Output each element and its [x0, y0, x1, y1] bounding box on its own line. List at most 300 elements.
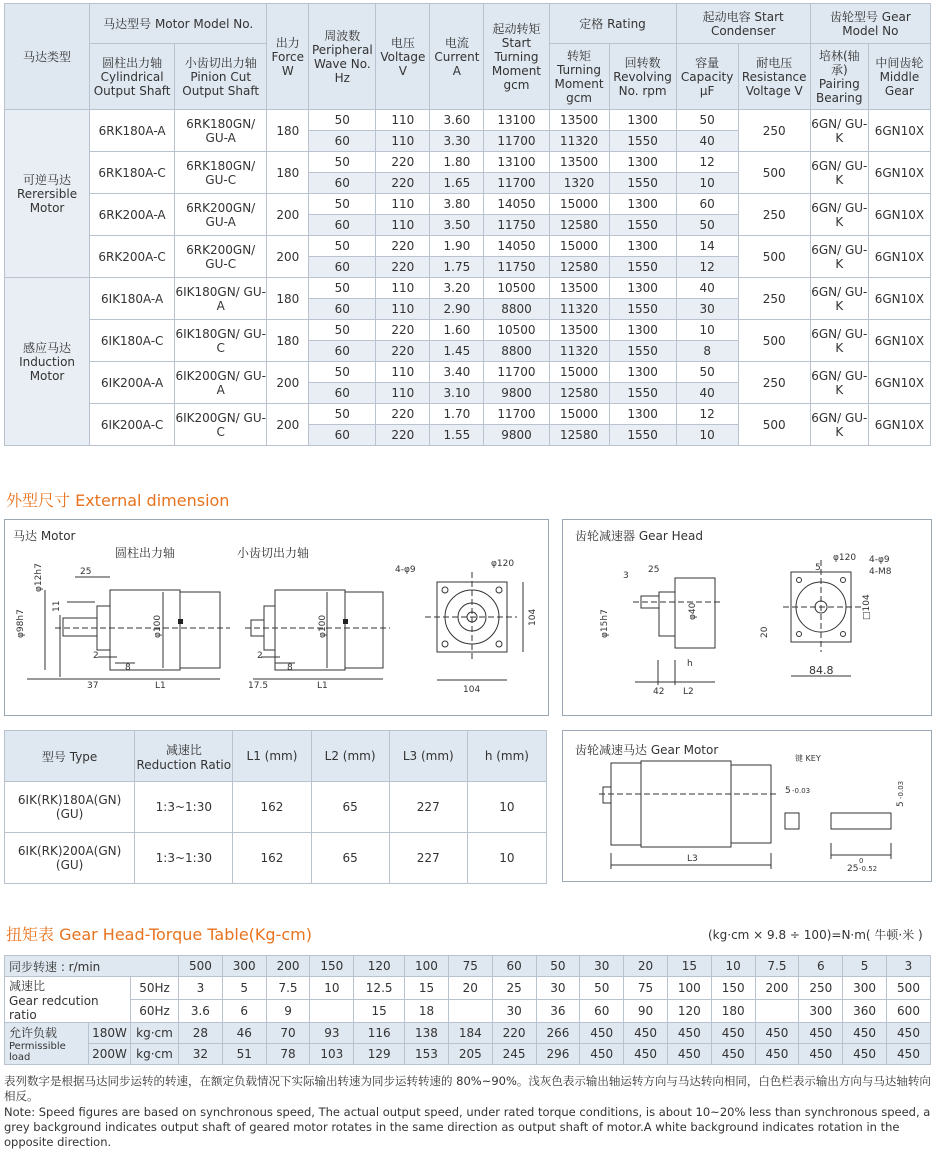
force-cell: 180 — [267, 110, 309, 152]
hdr-revolving: 回转数 Revolving No. rpm — [609, 44, 676, 110]
pairing-bearing-cell: 6GN/ GU-K — [810, 110, 868, 152]
ratio-label-cn: 减速比 — [9, 979, 46, 993]
dim-8: 8 — [125, 663, 131, 673]
torque-value-cell: 46 — [222, 1023, 266, 1044]
cylindrical-model-cell: 6RK200A-C — [90, 236, 175, 278]
torque-value-cell: 32 — [179, 1044, 223, 1065]
gh-dim-42: 42 — [653, 687, 665, 697]
resistance-cell: 250 — [738, 110, 810, 152]
torque-value-cell: 450 — [843, 1023, 887, 1044]
torque-value-cell: 6 — [222, 1000, 266, 1023]
gearhead-box-label: 齿轮减速器 Gear Head — [575, 529, 703, 543]
torque-value-cell — [755, 1000, 799, 1023]
middle-gear-cell: 6GN10X — [868, 194, 930, 236]
spec-value-cell: 12 — [676, 257, 738, 278]
pinion-model-cell: 6IK200GN/ GU-C — [175, 404, 267, 446]
spec-value-cell: 220 — [376, 341, 430, 362]
pairing-bearing-cell: 6GN/ GU-K — [810, 194, 868, 236]
torque-row — [5, 1000, 931, 1023]
torque-value-cell: 100 — [667, 977, 711, 1000]
dim-table-header-cell: 减速比 Reduction Ratio — [135, 731, 233, 782]
gm-dim-l3: L3 — [687, 854, 698, 864]
torque-value-cell: 9 — [266, 1000, 310, 1023]
spec-value-cell: 9800 — [484, 383, 549, 404]
spec-value-cell: 110 — [376, 215, 430, 236]
torque-value-cell: 600 — [887, 1000, 931, 1023]
torque-value-cell: 450 — [887, 1023, 931, 1044]
spec-row — [5, 362, 931, 383]
hdr-motor-model: 马达型号 Motor Model No. — [90, 4, 267, 44]
dim-104-h: 104 — [463, 685, 481, 695]
spec-value-cell: 14050 — [484, 236, 549, 257]
dim-phi120: φ120 — [491, 559, 515, 569]
dim-table-header-cell: h (mm) — [467, 731, 546, 782]
cylindrical-model-cell: 6IK180A-C — [90, 320, 175, 362]
cylindrical-model-cell: 6IK180A-A — [90, 278, 175, 320]
spec-value-cell: 60 — [309, 341, 376, 362]
spec-value-cell: 14050 — [484, 194, 549, 215]
torque-row — [5, 977, 931, 1000]
spec-value-cell: 60 — [309, 215, 376, 236]
spec-value-cell: 10500 — [484, 320, 549, 341]
spec-row — [5, 236, 931, 257]
gm-tol-25: 25 — [847, 864, 859, 874]
note-cn: 表列数字是根据马达同步运转的转速，在额定负载情况下实际输出转速为同步运转转速的 80%~90%。浅灰色表示输出轴运转方向与马达转向相同，白色栏表示输出方向与马达轴转向相反。 — [4, 1074, 931, 1103]
spec-value-cell: 14 — [676, 236, 738, 257]
resistance-cell: 250 — [738, 362, 810, 404]
torque-value-cell: 103 — [310, 1044, 354, 1065]
spec-row — [5, 320, 931, 341]
dim-table-cell: 1:3~1:30 — [135, 782, 233, 833]
spec-value-cell: 220 — [376, 257, 430, 278]
middle-gear-cell: 6GN10X — [868, 152, 930, 194]
torque-value-cell: 100 — [405, 956, 449, 977]
torque-value-cell: 150 — [711, 977, 755, 1000]
torque-value-cell: 500 — [179, 956, 223, 977]
spec-value-cell: 13500 — [549, 320, 609, 341]
spec-value-cell: 13500 — [549, 110, 609, 131]
spec-value-cell: 12 — [676, 404, 738, 425]
dim-table-header-cell: 型号 Type — [5, 731, 135, 782]
torque-value-cell: 450 — [843, 1044, 887, 1065]
spec-value-cell: 1550 — [609, 215, 676, 236]
torque-value-cell: 10 — [310, 977, 354, 1000]
dimension-table-body — [5, 782, 547, 884]
spec-value-cell: 110 — [376, 194, 430, 215]
spec-value-cell: 1550 — [609, 425, 676, 446]
dim-table-cell: 6IK(RK)200A(GN)(GU) — [5, 833, 135, 884]
torque-value-cell: 5 — [222, 977, 266, 1000]
torque-value-cell: 15 — [405, 977, 449, 1000]
dim-11: 11 — [52, 600, 62, 612]
torque-value-cell: 50 — [536, 956, 580, 977]
hdr-current: 电流 Current A — [430, 4, 484, 110]
spec-value-cell: 15000 — [549, 362, 609, 383]
spec-value-cell: 11320 — [549, 341, 609, 362]
spec-value-cell: 40 — [676, 131, 738, 152]
dim-table-cell: 162 — [233, 833, 311, 884]
dim-table-header-cell: L3 (mm) — [389, 731, 467, 782]
key-label: 键 KEY — [795, 754, 821, 763]
dim-table-row — [5, 833, 547, 884]
load-label-en: Permissible load — [9, 1041, 66, 1063]
gh-dim-3: 3 — [623, 571, 629, 581]
dim-37: 37 — [87, 681, 99, 691]
spec-value-cell: 1300 — [609, 362, 676, 383]
gm-tol-5b-sub: -0.03 — [897, 780, 905, 799]
spec-value-cell: 220 — [376, 236, 430, 257]
torque-value-cell: 15 — [354, 1000, 405, 1023]
gh-dim-84-8: 84.8 — [809, 664, 834, 677]
spec-row — [5, 152, 931, 173]
hdr-resistance: 耐电压 Resistance Voltage V — [738, 44, 810, 110]
resistance-cell: 250 — [738, 194, 810, 236]
spec-value-cell: 60 — [309, 425, 376, 446]
torque-value-cell: 6 — [799, 956, 843, 977]
spec-value-cell: 40 — [676, 383, 738, 404]
dim-25: 25 — [80, 567, 92, 577]
torque-value-cell: 60 — [580, 1000, 624, 1023]
middle-gear-cell: 6GN10X — [868, 320, 930, 362]
torque-value-cell: 200 — [266, 956, 310, 977]
spec-value-cell: 1.75 — [430, 257, 484, 278]
spec-value-cell: 10 — [676, 173, 738, 194]
spec-value-cell: 1300 — [609, 236, 676, 257]
torque-value-cell: 90 — [624, 1000, 668, 1023]
hdr-turning: 转矩 Turning Moment gcm — [549, 44, 609, 110]
torque-value-cell: 7.5 — [755, 956, 799, 977]
spec-value-cell: 50 — [309, 278, 376, 299]
motor-spec-table — [4, 3, 931, 446]
gh-dim-phi15h7: φ15h7 — [600, 609, 610, 638]
pinion-model-cell: 6RK200GN/ GU-A — [175, 194, 267, 236]
cylindrical-shaft-label: 圆柱出力轴 — [115, 546, 176, 560]
spec-value-cell: 3.30 — [430, 131, 484, 152]
load-label — [5, 1023, 89, 1065]
dim-table-cell: 10 — [467, 833, 546, 884]
spec-value-cell: 12580 — [549, 383, 609, 404]
spec-value-cell: 50 — [676, 362, 738, 383]
spec-value-cell: 3.50 — [430, 215, 484, 236]
gh-dim-phi120: φ120 — [833, 553, 857, 563]
torque-value-cell: 50 — [580, 977, 624, 1000]
dim-2: 2 — [93, 651, 99, 661]
dim-table-cell: 6IK(RK)180A(GN)(GU) — [5, 782, 135, 833]
torque-value-cell: 15 — [667, 956, 711, 977]
hdr-capacity: 容量 Capacity μF — [676, 44, 738, 110]
gh-dim-5: 5 — [815, 563, 821, 573]
hdr-gear-model: 齿轮型号 Gear Model No — [810, 4, 930, 44]
spec-value-cell: 60 — [309, 173, 376, 194]
torque-value-cell: 450 — [755, 1044, 799, 1065]
cylindrical-model-cell: 6IK200A-C — [90, 404, 175, 446]
spec-value-cell: 1320 — [549, 173, 609, 194]
spec-value-cell: 11320 — [549, 131, 609, 152]
torque-value-cell: 250 — [799, 977, 843, 1000]
spec-value-cell: 15000 — [549, 236, 609, 257]
spec-value-cell: 1300 — [609, 194, 676, 215]
spec-value-cell: 13100 — [484, 152, 549, 173]
spec-value-cell: 3.60 — [430, 110, 484, 131]
pinion-model-cell: 6RK180GN/ GU-C — [175, 152, 267, 194]
pinion-model-cell: 6IK180GN/ GU-C — [175, 320, 267, 362]
force-cell: 180 — [267, 278, 309, 320]
hdr-force: 出力 Force W — [267, 4, 309, 110]
torque-value-cell: 75 — [448, 956, 492, 977]
spec-value-cell: 110 — [376, 362, 430, 383]
spec-value-cell: 50 — [309, 110, 376, 131]
pairing-bearing-cell: 6GN/ GU-K — [810, 278, 868, 320]
unit-label: kg·cm — [131, 1023, 179, 1044]
torque-value-cell: 7.5 — [266, 977, 310, 1000]
torque-value-cell: 200 — [755, 977, 799, 1000]
dim-l1: L1 — [155, 681, 166, 691]
gearhead-drawing-box — [562, 519, 932, 716]
force-cell: 180 — [267, 320, 309, 362]
torque-value-cell: 450 — [580, 1023, 624, 1044]
ratio-label-en: Gear redcution ratio — [9, 994, 99, 1022]
gh-dim-4-m8: 4-M8 — [869, 567, 892, 577]
middle-gear-cell: 6GN10X — [868, 236, 930, 278]
gearmotor-box-label: 齿轮减速马达 Gear Motor — [575, 743, 719, 757]
dimension-table — [4, 730, 547, 884]
spec-value-cell: 1300 — [609, 278, 676, 299]
spec-value-cell: 60 — [309, 383, 376, 404]
torque-value-cell: 93 — [310, 1023, 354, 1044]
torque-value-cell: 75 — [624, 977, 668, 1000]
spec-value-cell: 13500 — [549, 278, 609, 299]
spec-value-cell: 10 — [676, 425, 738, 446]
spec-value-cell: 220 — [376, 425, 430, 446]
torque-value-cell: 20 — [624, 956, 668, 977]
torque-value-cell: 18 — [405, 1000, 449, 1023]
torque-value-cell: 450 — [667, 1023, 711, 1044]
dim-104-v: 104 — [528, 608, 538, 626]
dim-table-cell: 65 — [311, 833, 389, 884]
resistance-cell: 500 — [738, 236, 810, 278]
spec-value-cell: 8 — [676, 341, 738, 362]
middle-gear-cell: 6GN10X — [868, 404, 930, 446]
spec-value-cell: 50 — [676, 215, 738, 236]
spec-value-cell: 50 — [309, 152, 376, 173]
motor-drawing — [5, 520, 548, 715]
w200-label: 200W — [89, 1044, 131, 1065]
dim-2-b: 2 — [257, 651, 263, 661]
spec-value-cell: 110 — [376, 278, 430, 299]
gearmotor-drawing-box — [562, 730, 932, 882]
spec-value-cell: 1.70 — [430, 404, 484, 425]
spec-value-cell: 11700 — [484, 404, 549, 425]
cylindrical-model-cell: 6RK200A-A — [90, 194, 175, 236]
unit-label: kg·cm — [131, 1044, 179, 1065]
spec-value-cell: 60 — [309, 257, 376, 278]
torque-value-cell — [310, 1000, 354, 1023]
dim-table-cell: 227 — [389, 782, 467, 833]
gh-dim-l2: L2 — [683, 687, 694, 697]
spec-value-cell: 1.80 — [430, 152, 484, 173]
spec-value-cell: 60 — [309, 131, 376, 152]
resistance-cell: 500 — [738, 152, 810, 194]
spec-value-cell: 220 — [376, 173, 430, 194]
hz50-label: 50Hz — [131, 977, 179, 1000]
spec-value-cell: 60 — [309, 299, 376, 320]
pinion-model-cell: 6IK180GN/ GU-A — [175, 278, 267, 320]
ratio-label — [5, 977, 131, 1023]
spec-value-cell: 110 — [376, 383, 430, 404]
hdr-cylindrical: 圆柱出力轴 Cylindrical Output Shaft — [90, 44, 175, 110]
torque-value-cell: 450 — [624, 1023, 668, 1044]
dim-table-cell: 162 — [233, 782, 311, 833]
torque-value-cell: 5 — [843, 956, 887, 977]
spec-value-cell: 220 — [376, 320, 430, 341]
torque-value-cell: 450 — [667, 1044, 711, 1065]
torque-value-cell: 450 — [799, 1044, 843, 1065]
motor-box-label: 马达 Motor — [13, 529, 76, 543]
spec-value-cell: 11700 — [484, 362, 549, 383]
pinion-model-cell: 6RK200GN/ GU-C — [175, 236, 267, 278]
spec-value-cell: 9800 — [484, 425, 549, 446]
torque-row — [5, 1044, 931, 1065]
force-cell: 180 — [267, 152, 309, 194]
torque-value-cell: 138 — [405, 1023, 449, 1044]
torque-value-cell: 205 — [448, 1044, 492, 1065]
hdr-pinion: 小齿切出力轴 Pinion Cut Output Shaft — [175, 44, 267, 110]
spec-value-cell: 110 — [376, 131, 430, 152]
pinion-model-cell: 6RK180GN/ GU-A — [175, 110, 267, 152]
dim-phi12h7: φ12h7 — [34, 563, 44, 592]
dim-table-cell: 65 — [311, 782, 389, 833]
hdr-pairing: 培林(轴承) Pairing Bearing — [810, 44, 868, 110]
torque-value-cell: 3 — [179, 977, 223, 1000]
dim-table-header-cell: L2 (mm) — [311, 731, 389, 782]
dim-17-5: 17.5 — [248, 681, 269, 691]
torque-value-cell: 300 — [799, 1000, 843, 1023]
resistance-cell: 250 — [738, 278, 810, 320]
spec-value-cell: 1550 — [609, 299, 676, 320]
hz60-label: 60Hz — [131, 1000, 179, 1023]
motor-body-drawing — [110, 590, 180, 670]
motor-type-cell: 可逆马达 Rerersible Motor — [5, 110, 90, 278]
spec-value-cell: 40 — [676, 278, 738, 299]
note-en: Note: Speed figures are based on synchronous speed, The actual output speed, under rated torque conditions, is about 10~20% less than synchronous speed, a grey background indicates output shaft of geared motor rotates in the same direction as output shaft of motor.A white background indicates rotation in the opposite direction. — [4, 1105, 931, 1149]
spec-row — [5, 110, 931, 131]
speed-label: 同步转速 : r/min — [5, 956, 179, 977]
spec-value-cell: 110 — [376, 110, 430, 131]
hdr-middle: 中间齿轮 Middle Gear — [868, 44, 930, 110]
torque-table-body — [5, 956, 931, 1065]
hdr-voltage: 电压 Voltage V — [376, 4, 430, 110]
force-cell: 200 — [267, 362, 309, 404]
torque-value-cell: 51 — [222, 1044, 266, 1065]
torque-value-cell — [448, 1000, 492, 1023]
spec-value-cell: 110 — [376, 299, 430, 320]
torque-value-cell: 20 — [448, 977, 492, 1000]
dim-table-cell: 1:3~1:30 — [135, 833, 233, 884]
spec-value-cell: 10500 — [484, 278, 549, 299]
torque-value-cell: 184 — [448, 1023, 492, 1044]
torque-value-cell: 300 — [843, 977, 887, 1000]
spec-value-cell: 3.80 — [430, 194, 484, 215]
spec-value-cell: 13100 — [484, 110, 549, 131]
gearmotor-drawing — [563, 731, 931, 881]
hdr-motor-type: 马达类型 — [5, 4, 90, 110]
spec-value-cell: 8800 — [484, 341, 549, 362]
gh-dim-4-phi9: 4-φ9 — [869, 555, 890, 565]
torque-value-cell: 450 — [711, 1044, 755, 1065]
cylindrical-model-cell: 6IK200A-A — [90, 362, 175, 404]
spec-value-cell: 3.40 — [430, 362, 484, 383]
torque-value-cell: 60 — [492, 956, 536, 977]
spec-value-cell: 15000 — [549, 194, 609, 215]
torque-value-cell: 180 — [711, 1000, 755, 1023]
dim-phi98h7: φ98h7 — [16, 609, 26, 638]
torque-value-cell: 450 — [887, 1044, 931, 1065]
torque-value-cell: 296 — [536, 1044, 580, 1065]
spec-value-cell: 12580 — [549, 425, 609, 446]
hdr-wave: 周波数 Peripheral Wave No. Hz — [309, 4, 376, 110]
torque-value-cell: 30 — [492, 1000, 536, 1023]
load-label-cn: 允许负载 — [9, 1026, 58, 1040]
dim-phi100-b: φ100 — [318, 614, 328, 638]
spec-row — [5, 404, 931, 425]
pairing-bearing-cell: 6GN/ GU-K — [810, 320, 868, 362]
hdr-condenser: 起动电容 Start Condenser — [676, 4, 810, 44]
middle-gear-cell: 6GN10X — [868, 110, 930, 152]
gm-tol-5b: 5 — [896, 801, 906, 807]
torque-value-cell: 450 — [624, 1044, 668, 1065]
gm-tol-5: 5 — [785, 786, 791, 796]
spec-value-cell: 2.90 — [430, 299, 484, 320]
dim-l1-b: L1 — [317, 681, 328, 691]
dim-table-row — [5, 782, 547, 833]
hdr-start-moment: 起动转矩 Start Turning Moment gcm — [484, 4, 549, 110]
torque-value-cell: 30 — [536, 977, 580, 1000]
torque-value-cell: 120 — [667, 1000, 711, 1023]
torque-value-cell: 70 — [266, 1023, 310, 1044]
spec-value-cell: 50 — [309, 236, 376, 257]
spec-value-cell: 1300 — [609, 404, 676, 425]
force-cell: 200 — [267, 404, 309, 446]
dim-4-phi9: 4-φ9 — [395, 565, 416, 575]
torque-value-cell: 500 — [887, 977, 931, 1000]
spec-value-cell: 12 — [676, 152, 738, 173]
gh-dim-104: □104 — [862, 594, 872, 620]
force-cell: 200 — [267, 194, 309, 236]
cylindrical-model-cell: 6RK180A-C — [90, 152, 175, 194]
torque-value-cell: 450 — [580, 1044, 624, 1065]
dim-table-cell: 227 — [389, 833, 467, 884]
spec-value-cell: 50 — [309, 320, 376, 341]
middle-gear-cell: 6GN10X — [868, 278, 930, 320]
torque-value-cell: 450 — [755, 1023, 799, 1044]
spec-value-cell: 50 — [676, 110, 738, 131]
dim-table-cell: 10 — [467, 782, 546, 833]
torque-value-cell: 150 — [310, 956, 354, 977]
torque-table — [4, 955, 931, 1065]
force-cell: 200 — [267, 236, 309, 278]
pairing-bearing-cell: 6GN/ GU-K — [810, 236, 868, 278]
spec-value-cell: 1550 — [609, 257, 676, 278]
torque-value-cell: 266 — [536, 1023, 580, 1044]
spec-value-cell: 8800 — [484, 299, 549, 320]
dim-phi100: φ100 — [153, 614, 163, 638]
w180-label: 180W — [89, 1023, 131, 1044]
spec-value-cell: 11750 — [484, 215, 549, 236]
torque-value-cell: 245 — [492, 1044, 536, 1065]
torque-value-cell: 450 — [711, 1023, 755, 1044]
resistance-cell: 500 — [738, 320, 810, 362]
torque-value-cell: 360 — [843, 1000, 887, 1023]
